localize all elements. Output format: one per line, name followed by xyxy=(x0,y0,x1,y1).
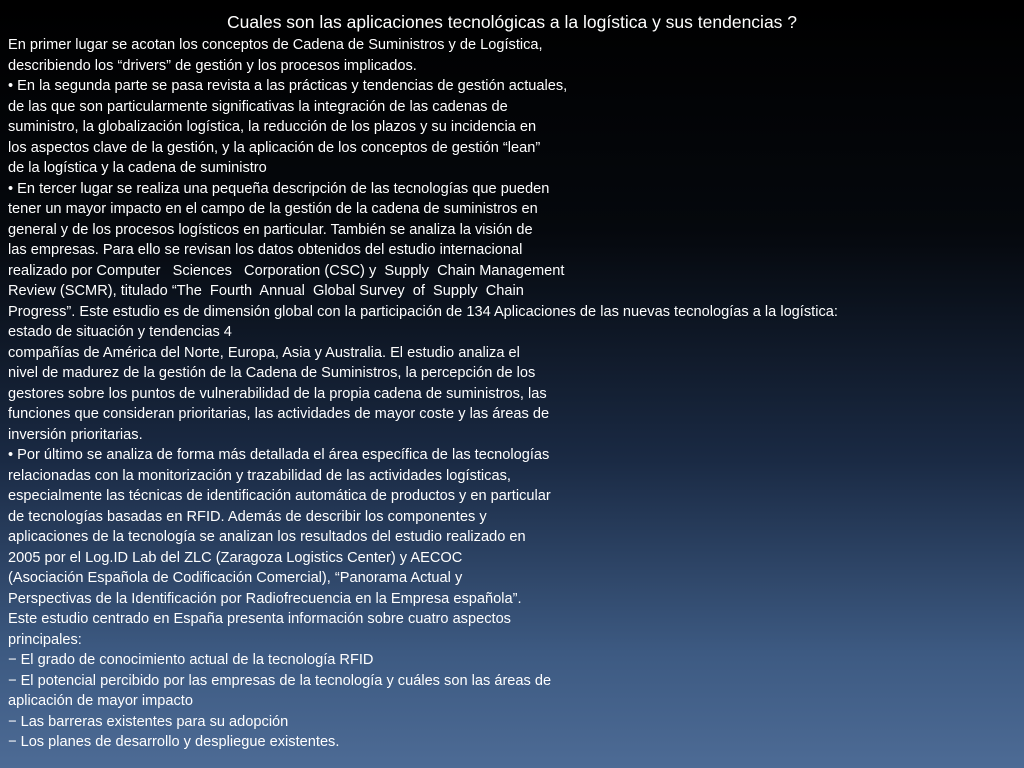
body-line: − Las barreras existentes para su adopción xyxy=(8,713,289,730)
body-line: − El grado de conocimiento actual de la tecnología RFID xyxy=(8,652,374,668)
body-line: gestores sobre los puntos de vulnerabilidad de la propia cadena de suministros, las xyxy=(8,385,547,402)
body-line: estado de situación y tendencias 4 xyxy=(8,324,232,340)
body-line: relacionadas con la monitorización y trazabilidad de las actividades logísticas, xyxy=(8,467,511,484)
body-line: (Asociación Española de Codificación Comercial), “Panorama Actual y xyxy=(8,570,463,586)
body-line: aplicación de mayor impacto xyxy=(8,693,193,709)
body-line: aplicaciones de la tecnología se analizan los resultados del estudio realizado en xyxy=(8,529,526,545)
slide-body xyxy=(8,35,1020,753)
body-line: general y de los procesos logísticos en particular. También se analiza la visión de xyxy=(8,221,533,238)
body-line: • En tercer lugar se realiza una pequeña descripción de las tecnologías que pueden xyxy=(8,180,550,197)
body-line: − El potencial percibido por las empresas de la tecnología y cuáles son las áreas de xyxy=(8,672,552,689)
body-line: − Los planes de desarrollo y despliegue existentes. xyxy=(8,734,340,750)
body-line: de la logística y la cadena de suministro xyxy=(8,160,267,176)
body-line: funciones que consideran prioritarias, las actividades de mayor coste y las áreas de xyxy=(8,406,550,422)
body-line: las empresas. Para ello se revisan los datos obtenidos del estudio internacional xyxy=(8,242,523,258)
body-line: nivel de madurez de la gestión de la Cadena de Suministros, la percepción de los xyxy=(8,365,536,381)
body-line: de las que son particularmente significativas la integración de las cadenas de xyxy=(8,98,508,115)
body-line: principales: xyxy=(8,631,82,648)
body-line: realizado por Computer Sciences Corporation (CSC) y Supply Chain Management xyxy=(8,262,565,279)
body-line: suministro, la globalización logística, la reducción de los plazos y su incidencia en xyxy=(8,119,537,135)
body-line: especialmente las técnicas de identificación automática de productos y en particular xyxy=(8,488,551,504)
body-line: 2005 por el Log.ID Lab del ZLC (Zaragoza Logistics Center) y AECOC xyxy=(8,549,463,566)
body-line: inversión prioritarias. xyxy=(8,426,143,443)
body-line: Review (SCMR), titulado “The Fourth Annual Global Survey of Supply Chain xyxy=(8,283,524,299)
body-line: Perspectivas de la Identificación por Radiofrecuencia en la Empresa española”. xyxy=(8,590,522,607)
body-line: los aspectos clave de la gestión, y la aplicación de los conceptos de gestión “lean” xyxy=(8,139,541,156)
body-line: • Por último se analiza de forma más detallada el área específica de las tecnologías xyxy=(8,447,550,463)
body-line: de tecnologías basadas en RFID. Además de describir los componentes y xyxy=(8,508,487,525)
body-line: Progress”. Este estudio es de dimensión global con la participación de 134 Aplicaciones de las nuevas tecnologías a la logística: xyxy=(8,303,838,320)
body-line: compañías de América del Norte, Europa, Asia y Australia. El estudio analiza el xyxy=(8,344,520,361)
body-line: describiendo los “drivers” de gestión y los procesos implicados. xyxy=(8,57,417,74)
body-line: En primer lugar se acotan los conceptos de Cadena de Suministros y de Logística, xyxy=(8,37,543,53)
body-line: • En la segunda parte se pasa revista a las prácticas y tendencias de gestión actuales, xyxy=(8,78,568,94)
body-line: Este estudio centrado en España presenta información sobre cuatro aspectos xyxy=(8,611,511,627)
body-line: tener un mayor impacto en el campo de la gestión de la cadena de suministros en xyxy=(8,201,538,217)
slide-title: Cuales son las aplicaciones tecnológicas a la logística y sus tendencias ? xyxy=(226,12,798,32)
